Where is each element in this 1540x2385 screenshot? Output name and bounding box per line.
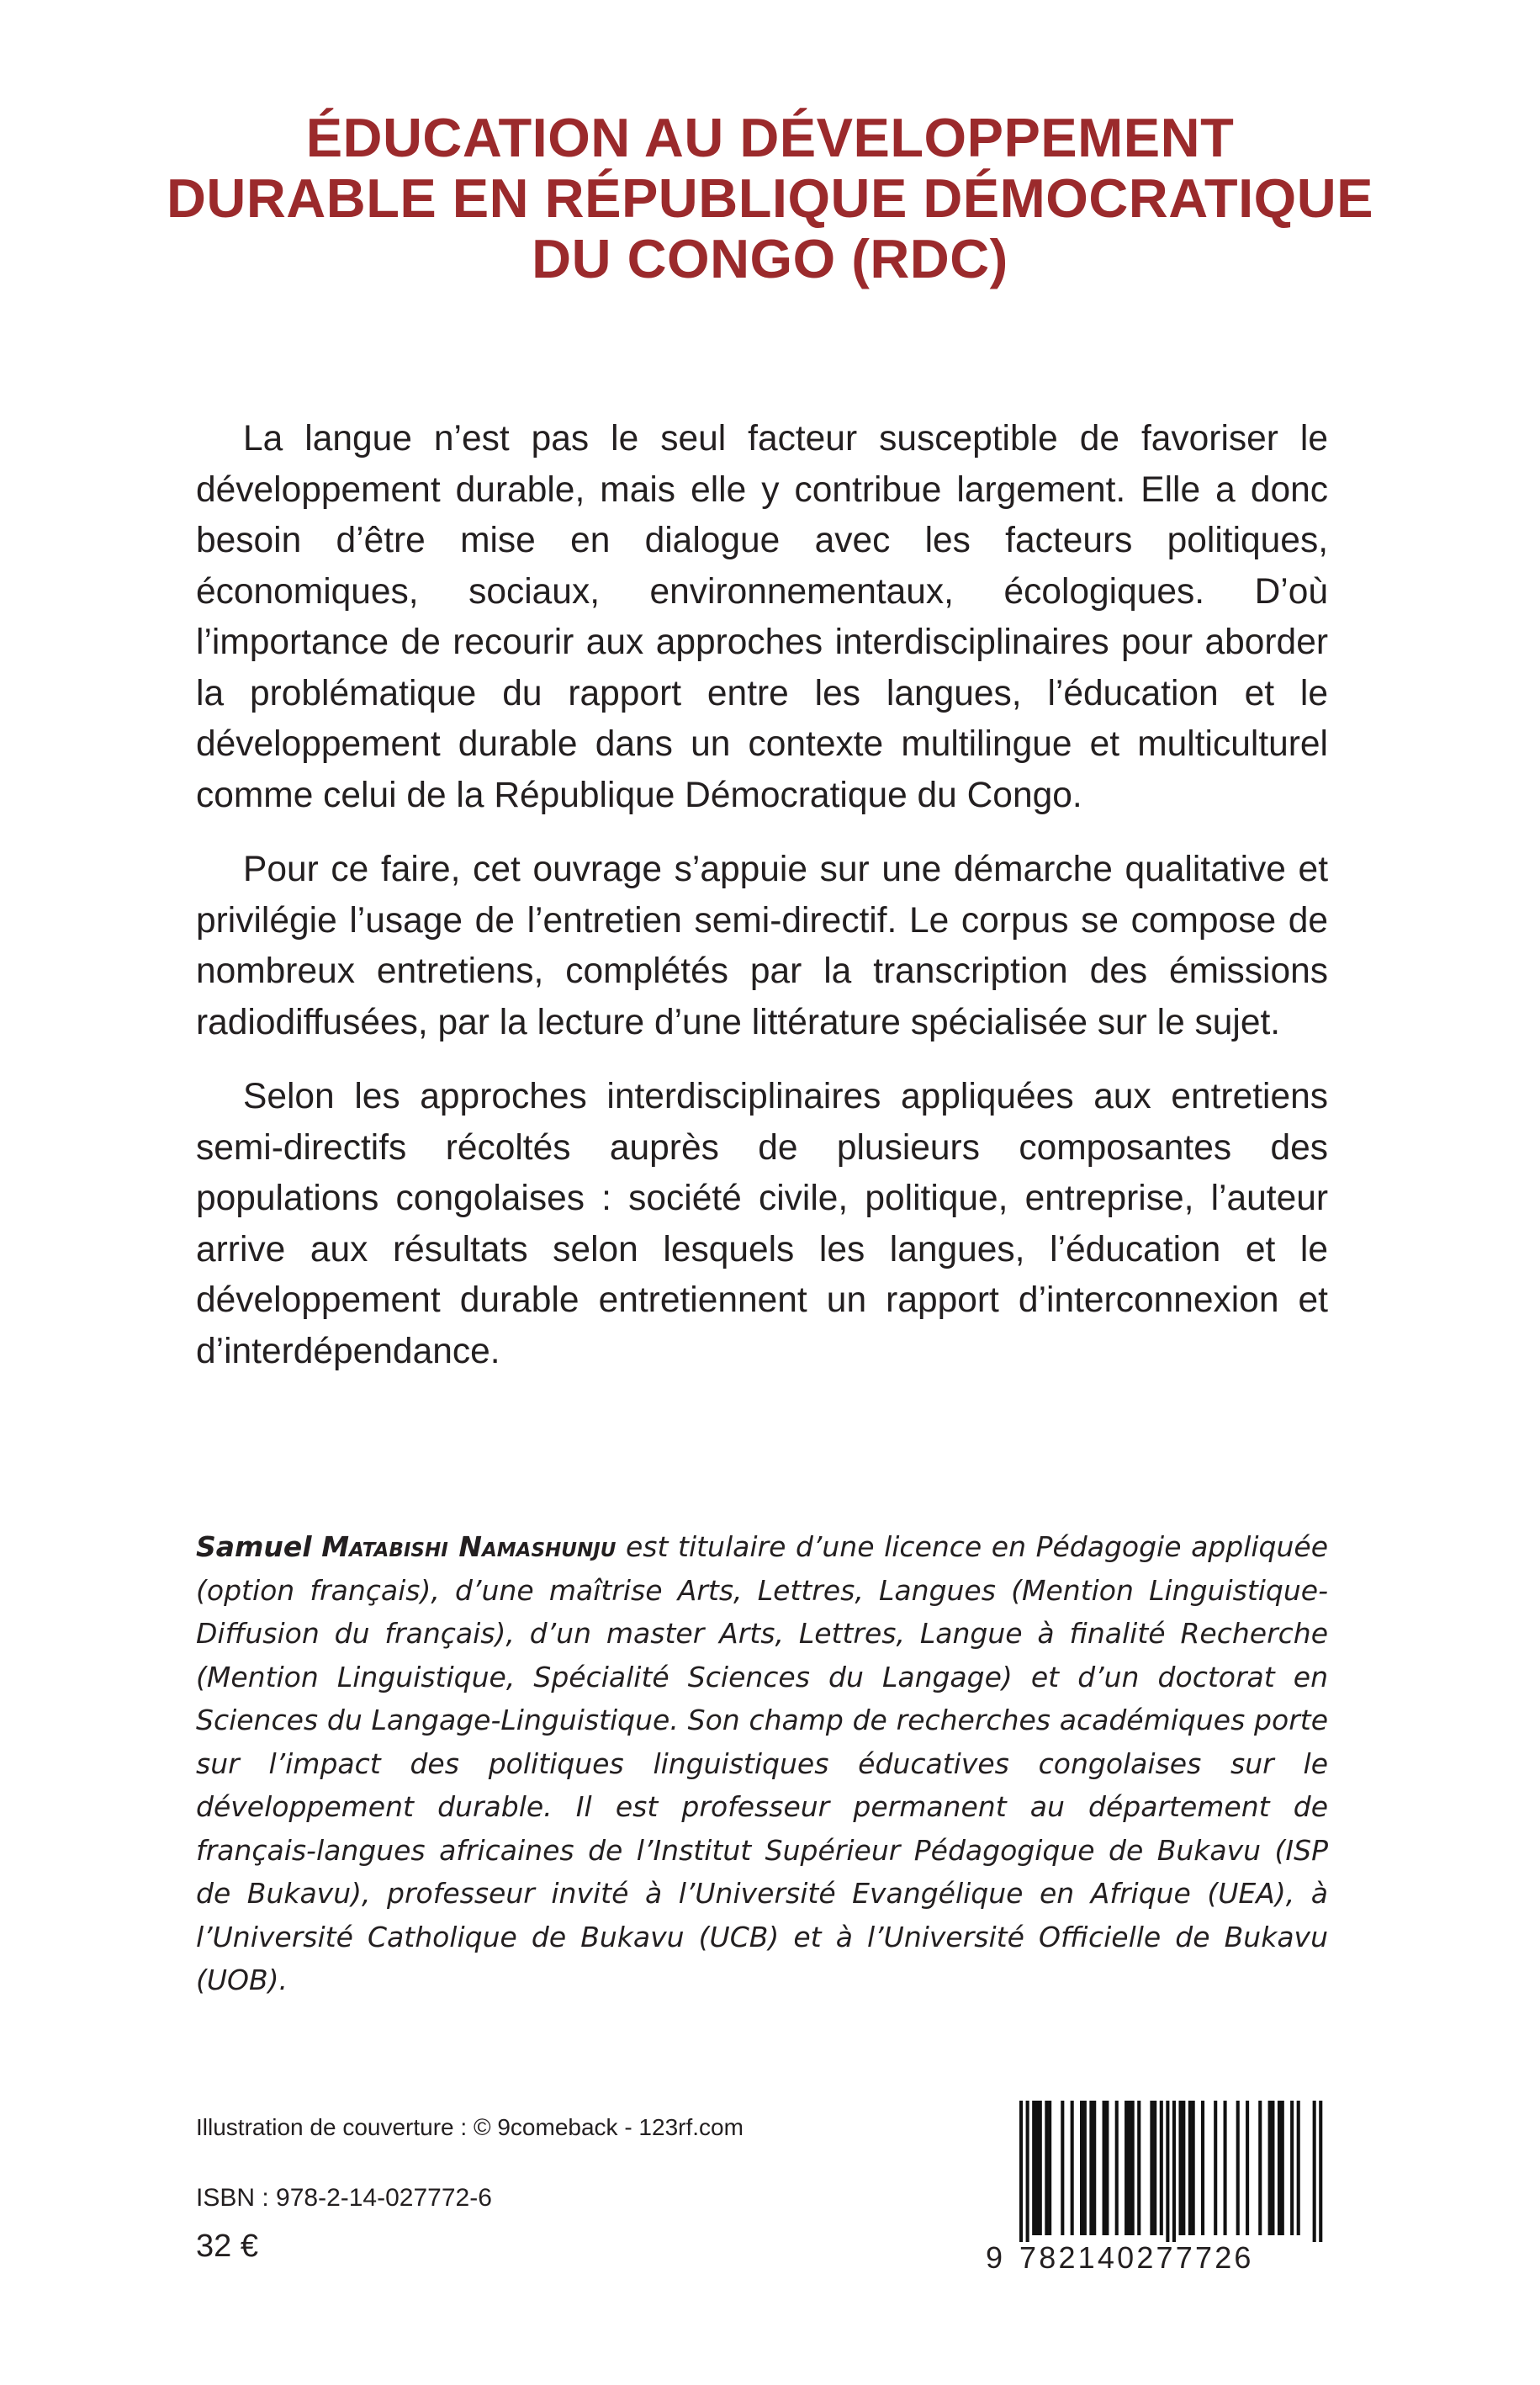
author-bio [196,1525,1328,2002]
barcode-bar [1048,2101,1051,2235]
barcode-bar [1188,2101,1192,2235]
barcode-bar [1137,2101,1140,2235]
barcode-bar [1131,2101,1135,2235]
summary-paragraph: Pour ce faire, cet ouvrage s’appuie sur une démarche qualitative et privilégie l’usage de l’entretien semi-directif. Le corpus se compose de nombreux entretiens, complétés par la transcription des émissions radiodiffusées, par la lecture d’une littérature spécialisée sur le sujet. [196,850,1328,1042]
barcode-bar [1032,2101,1035,2235]
barcode-bar [1125,2101,1128,2235]
barcode-number: 782140277726 [1019,2240,1254,2275]
barcode [986,2099,1329,2276]
author-last-name: Matabishi Namashunju [321,1530,617,1563]
barcode-bar [1153,2101,1156,2235]
title-line: ÉDUCATION AU DÉVELOPPEMENT [305,107,1235,168]
book-title [0,108,1540,289]
barcode-bar [1278,2101,1281,2235]
barcode-bar [1178,2101,1182,2235]
title-line: DURABLE EN RÉPUBLIQUE DÉMOCRATIQUE [166,167,1373,229]
barcode-bar [1319,2101,1322,2242]
summary [196,414,1328,1401]
barcode-bar [1313,2101,1316,2242]
barcode-bar [1115,2101,1119,2235]
barcode-bar [1290,2101,1294,2235]
barcode-bar [1045,2101,1048,2235]
price: 32 € [196,2229,258,2264]
barcode-bar [1281,2101,1284,2235]
barcode-bar [1093,2101,1096,2235]
barcode-bar [1268,2101,1272,2235]
barcode-bar [1128,2101,1131,2235]
barcode-first-digit: 9 [986,2240,1003,2275]
barcode-bar [1039,2101,1042,2235]
barcode-bar [1201,2101,1204,2235]
barcode-bar [1172,2101,1176,2242]
barcode-digits [986,2240,1329,2276]
barcode-bar [1236,2101,1240,2235]
barcode-bar [1089,2101,1093,2235]
barcode-bar [1182,2101,1185,2235]
barcode-bars [986,2099,1329,2242]
barcode-bar [1080,2101,1083,2235]
barcode-bar [1035,2101,1039,2235]
barcode-bar [1192,2101,1195,2235]
summary-paragraph: La langue n’est pas le seul facteur susceptible de favoriser le développement durable, mais elle y contribue largement. Elle a donc besoin d’être mise en dialogue avec les facteurs politiques, économiques, sociaux, environnementaux, écologiques. D’où l’importance de recourir aux approches interdisciplinaires pour aborder la problématique du rapport entre les langues, l’éducation et le développement durable dans un contexte multilingue et multiculturel comme celui de la République Démocratique du Congo. [196,419,1328,815]
barcode-bar [1105,2101,1109,2235]
barcode-bar [1160,2101,1163,2235]
barcode-bar [1224,2101,1227,2235]
barcode-bar [1258,2101,1262,2235]
barcode-bar [1297,2101,1300,2235]
isbn: ISBN : 978-2-14-027772-6 [196,2184,492,2212]
author-first-name: Samuel [196,1530,312,1563]
barcode-bar [1103,2101,1106,2235]
illustration-credit: Illustration de couverture : © 9comeback - 123rf.com [196,2114,744,2140]
barcode-bar [1083,2101,1087,2235]
barcode-bar [1166,2101,1169,2242]
title-line: DU CONGO (RDC) [532,228,1008,289]
barcode-bar [1026,2101,1029,2242]
barcode-bar [1150,2101,1153,2235]
barcode-bar [1019,2101,1023,2242]
barcode-bar [1214,2101,1217,2235]
author-bio-text: est titulaire d’une licence en Pédagogie appliquée (option français), d’une maîtrise Arts, Lettres, Langues (Mention Linguistique-Diffusion du français), d’un master Arts, Lettres, Langue à finalité Recherche (Mention Linguistique, Spécialité Sciences du Langage) et d’un doctorat en Sciences du Langage-Linguistique. Son champ de recherches académiques porte sur l’impact des politiques linguistiques éducatives congolaises sur le développement durable. Il est professeur permanent au département de français-langues africaines de l’Institut Supérieur Pédagogique de Bukavu (ISP de Bukavu), professeur invité à l’Université Evangélique en Afrique (UEA), à l’Université Catholique de Bukavu (UCB) et à l’Université Officielle de Bukavu (UOB). [196,1530,1328,1996]
barcode-bar [1246,2101,1249,2235]
barcode-bar [1071,2101,1074,2235]
barcode-bar [1061,2101,1064,2235]
summary-paragraph: Selon les approches interdisciplinaires appliquées aux entretiens semi-directifs récoltés auprès de plusieurs composantes des populations congolaises : société civile, politique, entreprise, l’auteur arrive aux résultats selon lesquels les langues, l’éducation et le développement durable entretiennent un rapport d’interconnexion et d’interdépendance. [196,1077,1328,1371]
barcode-bar [1271,2101,1274,2235]
